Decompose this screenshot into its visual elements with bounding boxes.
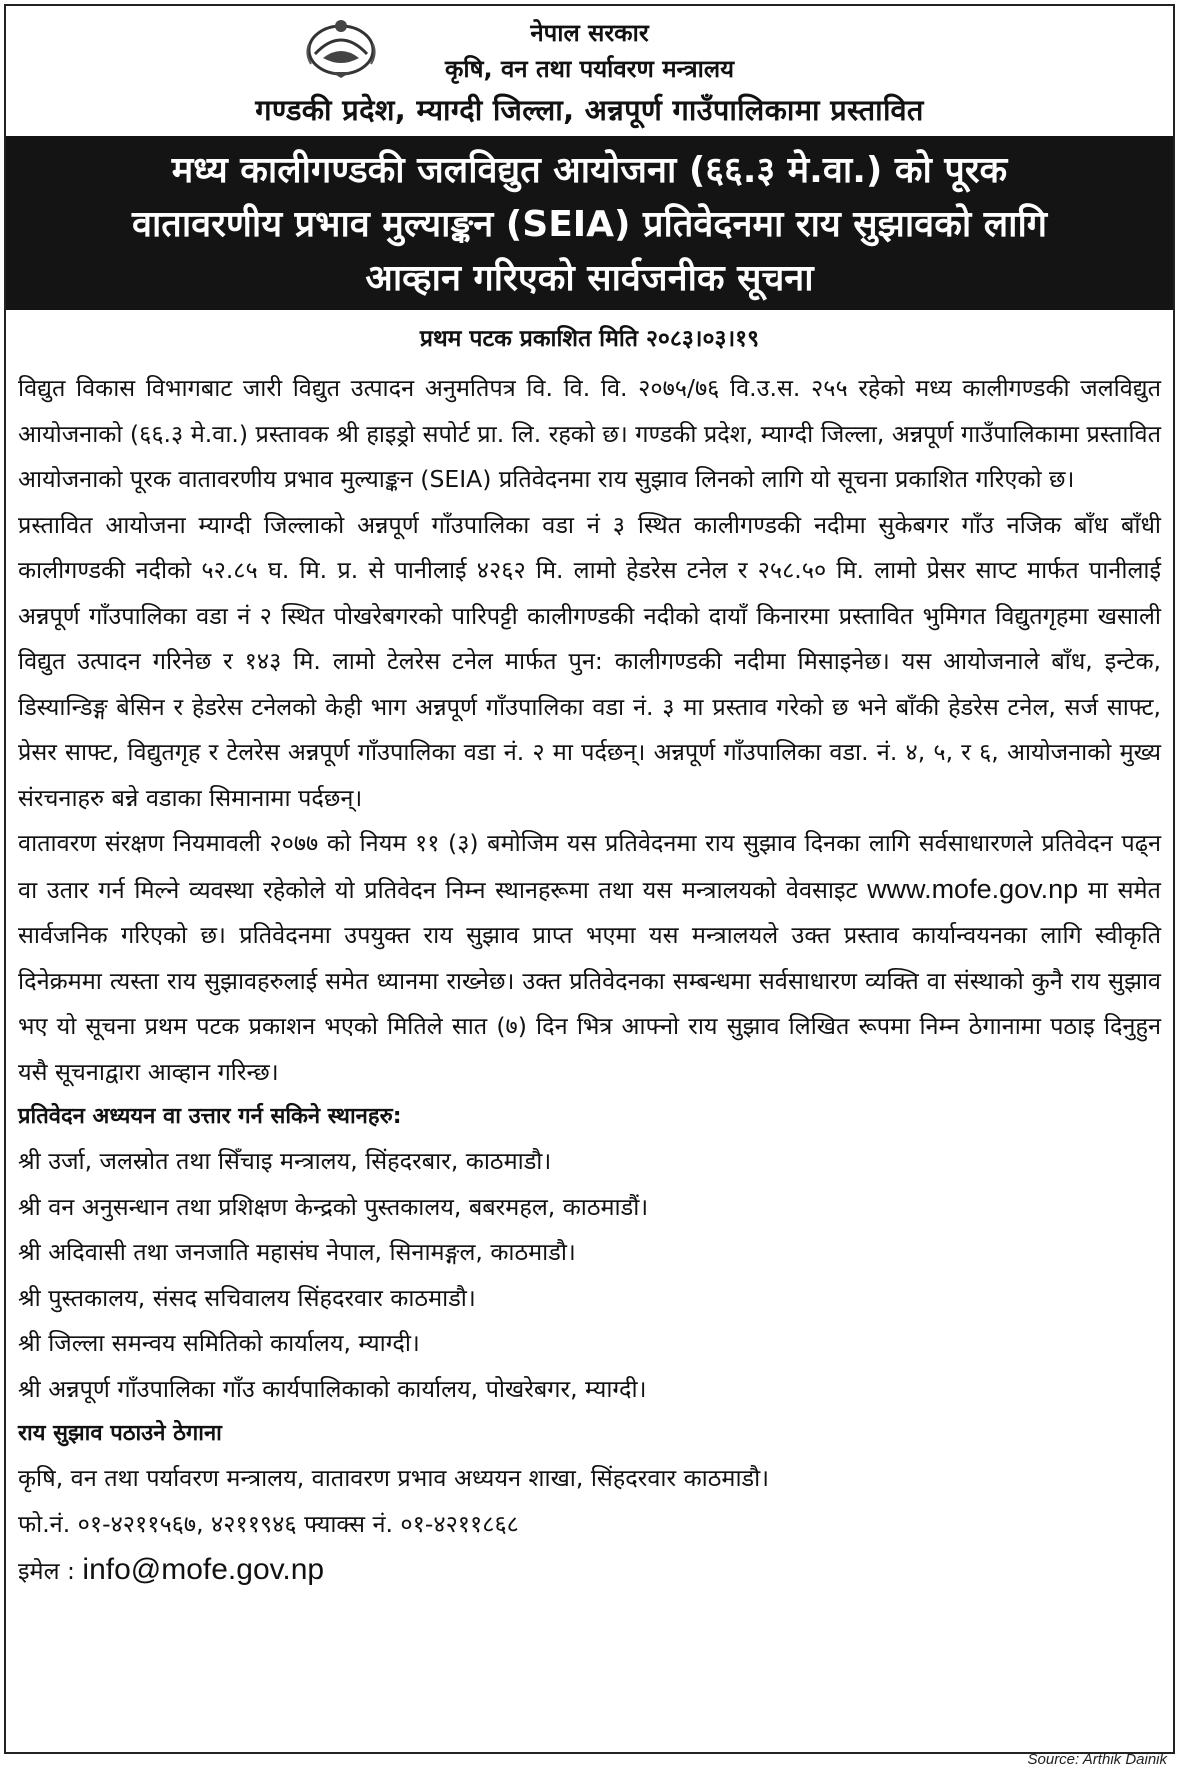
notice-frame [4,4,1175,1754]
location-item: श्री अन्नपूर्ण गाँउपालिका गाँउ कार्यपालिकाको कार्यालय, पोखरेबगर, म्याग्दी। [18,1374,647,1403]
email-label: इमेल : [18,1557,75,1585]
location-item: श्री उर्जा, जलस्रोत तथा सिँचाइ मन्त्रालय, सिंहदरबार, काठमाडौ। [18,1147,552,1175]
location-item: श्री वन अनुसन्धान तथा प्रशिक्षण केन्द्रको पुस्तकालय, बबरमहल, काठमाडौं। [18,1192,649,1221]
location-item: श्री पुस्तकालय, संसद सचिवालय सिंहदरवार काठमाडौ। [18,1283,476,1312]
publication-date: प्रथम पटक प्रकाशित मिति २०८३।०३।१९ [419,326,760,352]
title-line-2: वातावरणीय प्रभाव मुल्याङ्कन (SEIA) प्रतिवेदनमा राय सुझावको लागि [131,204,1048,245]
contact-email-row [18,1547,1161,1595]
contact-phone: फो.नं. ०१-४२११५६७, ४२११९४६ फ्याक्स नं. ०१-४२११८६८ [18,1509,519,1538]
notice-title [6,136,1173,310]
ministry-name: कृषि, वन तथा पर्यावरण मन्त्रालय [444,55,735,83]
contact-heading: राय सुझाव पठाउने ठेगाना [18,1421,222,1446]
location-item: श्री जिल्ला समन्वय समितिको कार्यालय, म्याग्दी। [18,1329,420,1357]
government-name: नेपाल सरकार [530,19,649,47]
notice-header [6,6,1173,134]
paragraph-intro: विद्युत विकास विभागबाट जारी विद्युत उत्पादन अनुमतिपत्र वि. वि. वि. २०७५/७६ वि.उ.स. २५५ रहेको मध्य कालीगण्डकी जलविद्युत आयोजनाको (६६.३ मे.वा.) प्रस्तावक श्री हाइड्रो सपोर्ट प्रा. लि. रहको छ। गण्डकी प्रदेश, म्याग्दी जिल्ला, अन्नपूर्ण गाउँपालिकामा प्रस्तावित आयोजनाको पूरक वातावरणीय प्रभाव मुल्याङ्कन (SEIA) प्रतिवेदनमा राय सुझाव लिनको लागि यो सूचना प्रकाशित गरिएको छ। [18,374,1161,493]
ministry-website-link[interactable]: www.mofe.gov.np [867,873,1079,904]
contact-address: कृषि, वन तथा पर्यावरण मन्त्रालय, वातावरण प्रभाव अध्ययन शाखा, सिंहदरवार काठमाडौ। [18,1464,770,1492]
location-item: श्री अदिवासी तथा जनजाति महासंघ नेपाल, सिनामङ्गल, काठमाडौ। [18,1238,576,1266]
paragraph-project-description: प्रस्तावित आयोजना म्याग्दी जिल्लाको अन्नपूर्ण गाँउपालिका वडा नं ३ स्थित कालीगण्डकी नदीमा सुकेबगर गाँउ नजिक बाँध बाँधी कालीगण्डकी नदीको ५२.८५ घ. मि. प्र. से पानीलाई ४२६२ मि. लामो हेडरेस टनेल र २५८.५० मि. लामो प्रेसर साप्ट मार्फत पानीलाई अन्नपूर्ण गाँउपालिका वडा नं २ स्थित पोखरेबगरको पारिपट्टी कालीगण्डकी नदीको दायाँ किनारमा प्रस्तावित भुमिगत विद्युतगृहमा खसाली विद्युत उत्पादन गरिनेछ र १४३ मि. लामो टेलरेस टनेल मार्फत पुन: कालीगण्डकी नदीमा मिसाइनेछ। यस आयोजनाले बाँध, इन्टेक, डिस्यान्डिङ्ग बेसिन र हेडरेस टनेलको केही भाग अन्नपूर्ण गाँउपालिका वडा नं. ३ मा प्रस्ताव गरेको छ भने बाँकी हेडरेस टनेल, सर्ज साफ्ट, प्रेसर साफ्ट, विद्युतगृह र टेलरेस अन्नपूर्ण गाँउपालिका वडा नं. २ मा पर्दछन्। अन्नपूर्ण गाँउपालिका वडा. नं. ४, ५, र ६, आयोजनाको मुख्य संरचनाहरु बन्ने वडाका सिमानामा पर्दछन्। [18,510,1161,812]
paragraph-text-before-url: वातावरण संरक्षण नियमावली २०७७ को नियम ११ (३) बमोजिम यस प्रतिवेदनमा राय सुझाव दिनका लागि सर्वसाधारणले प्रतिवेदन पढ्न वा उतार गर्न मिल्ने व्यवस्था रहेकोले यो प्रतिवेदन निम्न स्थानहरूमा तथा यस मन्त्रालयको वेवसाइट [18,829,1161,904]
paragraph-text-after-url: मा समेत सार्वजनिक गरिएको छ। प्रतिवेदनमा उपयुक्त राय सुझाव प्राप्त भएमा यस मन्त्रालयले उक्त प्रस्ताव कार्यान्वयनका लागि स्वीकृति दिनेक्रममा त्यस्ता राय सुझावहरुलाई समेत ध्यानमा राख्नेछ। उक्त प्रतिवेदनका सम्बन्धमा सर्वसाधारण व्यक्ति वा संस्थाको कुनै राय सुझाव भए यो सूचना प्रथम पटक प्रकाशन भएको मितिले सात (७) दिन भित्र आफ्नो राय सुझाव लिखित रूपमा निम्न ठेगानामा पठाइ दिनुहुन यसै सूचनाद्वारा आव्हान गरिन्छ। [18,875,1161,1086]
title-line-3: आव्हान गरिएको सार्वजनीक सूचना [365,258,814,299]
title-line-1: मध्य कालीगण्डकी जलविद्युत आयोजना (६६.३ मे.वा.) को पूरक [171,150,1008,191]
contact-email-link[interactable]: info@mofe.gov.np [82,1553,325,1586]
locations-heading: प्रतिवेदन अध्ययन वा उत्तार गर्न सकिने स्थानहरु: [18,1104,402,1129]
source-credit: Source: Arthik Dainik [1027,1751,1167,1768]
notice-body [18,366,1161,1595]
location-line: गण्डकी प्रदेश, म्याग्दी जिल्ला, अन्नपूर्ण गाउँपालिकामा प्रस्तावित [255,93,924,127]
paragraph-comment-invitation [18,821,1161,1095]
